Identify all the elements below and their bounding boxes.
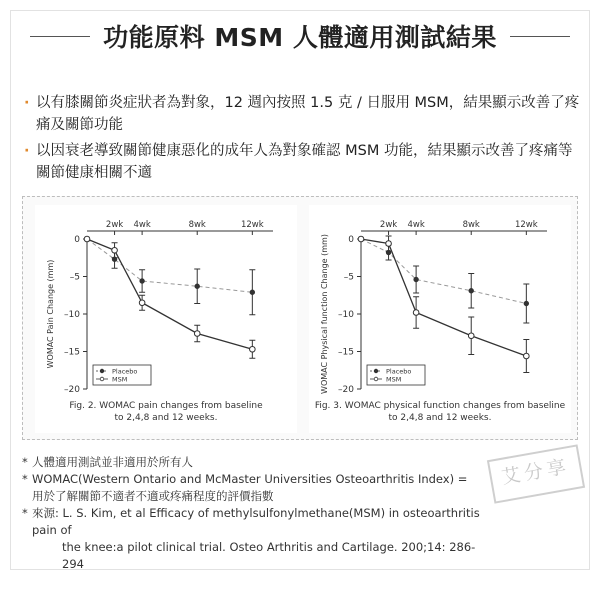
chart-panel-pain <box>35 205 297 433</box>
x-tick-label: 8wk <box>462 220 480 230</box>
footnote <box>22 471 492 488</box>
bullet-dot-icon: · <box>24 143 30 159</box>
y-tick-label: –10 <box>64 310 80 320</box>
data-point-msm <box>386 241 392 247</box>
series-line-placebo <box>361 239 526 304</box>
bullet-text: 以有膝關節炎症狀者為對象，12 週內按照 1.5 克 / 日服用 MSM，結果顯示改善了疼痛及關節功能 <box>36 95 580 133</box>
caption-line: to 2,4,8 and 12 weeks. <box>388 413 492 423</box>
y-tick-label: –20 <box>64 385 80 395</box>
x-tick-label: 12wk <box>240 220 264 230</box>
y-tick-label: –10 <box>338 310 354 320</box>
bullet-text: 以因衰老導致關節健康惡化的成年人為對象確認 MSM 功能，結果顯示改善了疼痛等關節健康相關不適 <box>36 143 573 181</box>
y-tick-label: –5 <box>69 272 80 283</box>
series-line-placebo <box>87 239 252 292</box>
footnote <box>22 505 492 539</box>
data-point-msm <box>468 333 474 339</box>
chart-caption <box>35 400 297 424</box>
data-point-msm <box>524 353 530 359</box>
function-chart <box>309 205 571 400</box>
bullet-item <box>24 92 584 136</box>
data-point-msm <box>84 236 90 242</box>
y-tick-label: –15 <box>338 347 354 358</box>
chart-container <box>22 196 578 440</box>
data-point-placebo <box>524 301 528 305</box>
y-tick-label: –20 <box>338 385 354 395</box>
title-bar <box>0 18 600 54</box>
x-tick-label: 4wk <box>133 220 151 230</box>
watermark-stamp: 艾分享 <box>487 444 585 503</box>
x-tick-label: 2wk <box>379 220 398 230</box>
y-tick-label: 0 <box>74 235 80 245</box>
x-tick-label: 8wk <box>188 220 206 230</box>
asterisk-icon: * <box>22 506 28 520</box>
chart-panel-function <box>309 205 571 433</box>
title-rule-right <box>510 36 570 37</box>
caption-line: Fig. 2. WOMAC pain changes from baseline <box>69 401 263 411</box>
data-point-msm <box>139 300 145 306</box>
asterisk-icon: * <box>22 455 28 469</box>
x-tick-label: 12wk <box>514 220 538 230</box>
footnote-continued <box>22 539 492 573</box>
series-line-msm <box>87 239 252 349</box>
legend-label: MSM <box>386 375 402 384</box>
data-point-msm <box>250 346 256 352</box>
legend-label: Placebo <box>112 367 138 376</box>
title-rule-left <box>30 36 90 37</box>
data-point-placebo <box>414 277 418 281</box>
y-tick-label: –5 <box>343 272 354 283</box>
y-axis-label: WOMAC Physical function Change (mm) <box>320 234 329 394</box>
legend-marker <box>100 369 104 373</box>
data-point-msm <box>358 236 364 242</box>
y-tick-label: –15 <box>64 347 80 358</box>
caption-line: to 2,4,8 and 12 weeks. <box>114 413 218 423</box>
y-axis-label: WOMAC Pain Change (mm) <box>46 259 55 369</box>
footnote-text: 人體適用測試並非適用於所有人 <box>32 455 193 469</box>
x-tick-label: 4wk <box>407 220 425 230</box>
asterisk-icon: * <box>22 472 28 486</box>
legend-label: Placebo <box>386 367 412 376</box>
legend-label: MSM <box>112 375 128 384</box>
bullet-dot-icon: · <box>24 95 30 111</box>
footnote-continued <box>22 488 492 505</box>
pain-chart <box>35 205 297 400</box>
legend-marker <box>374 369 378 373</box>
footnote-text: 用於了解關節不適者不適或疼痛程度的評價指數 <box>32 489 274 503</box>
data-point-msm <box>112 247 118 253</box>
data-point-placebo <box>195 284 199 288</box>
data-point-msm <box>194 331 200 337</box>
y-tick-label: 0 <box>348 235 354 245</box>
bullet-item <box>24 140 584 184</box>
footnotes <box>22 454 492 573</box>
legend-marker <box>374 377 378 381</box>
caption-line: Fig. 3. WOMAC physical function changes from baseline <box>314 401 566 411</box>
data-point-placebo <box>250 290 254 294</box>
data-point-msm <box>413 310 419 316</box>
chart-caption <box>309 400 571 424</box>
data-point-placebo <box>140 279 144 283</box>
footnote-text: WOMAC(Western Ontario and McMaster Universities Osteoarthritis Index) = <box>32 472 468 486</box>
footnote <box>22 454 492 471</box>
page-title: 功能原料 MSM 人體適用測試結果 <box>103 23 497 52</box>
footnote-text: the knee:a pilot clinical trial. Osteo Arthritis and Cartilage. 200;14: 286-294 <box>62 540 476 571</box>
data-point-placebo <box>469 289 473 293</box>
summary-bullets <box>24 92 584 188</box>
footnote-text: 來源: L. S. Kim, et al Efficacy of methylsulfonylmethane(MSM) in osteoarthritis pain of <box>32 506 480 537</box>
legend-marker <box>100 377 104 381</box>
x-tick-label: 2wk <box>105 220 124 230</box>
